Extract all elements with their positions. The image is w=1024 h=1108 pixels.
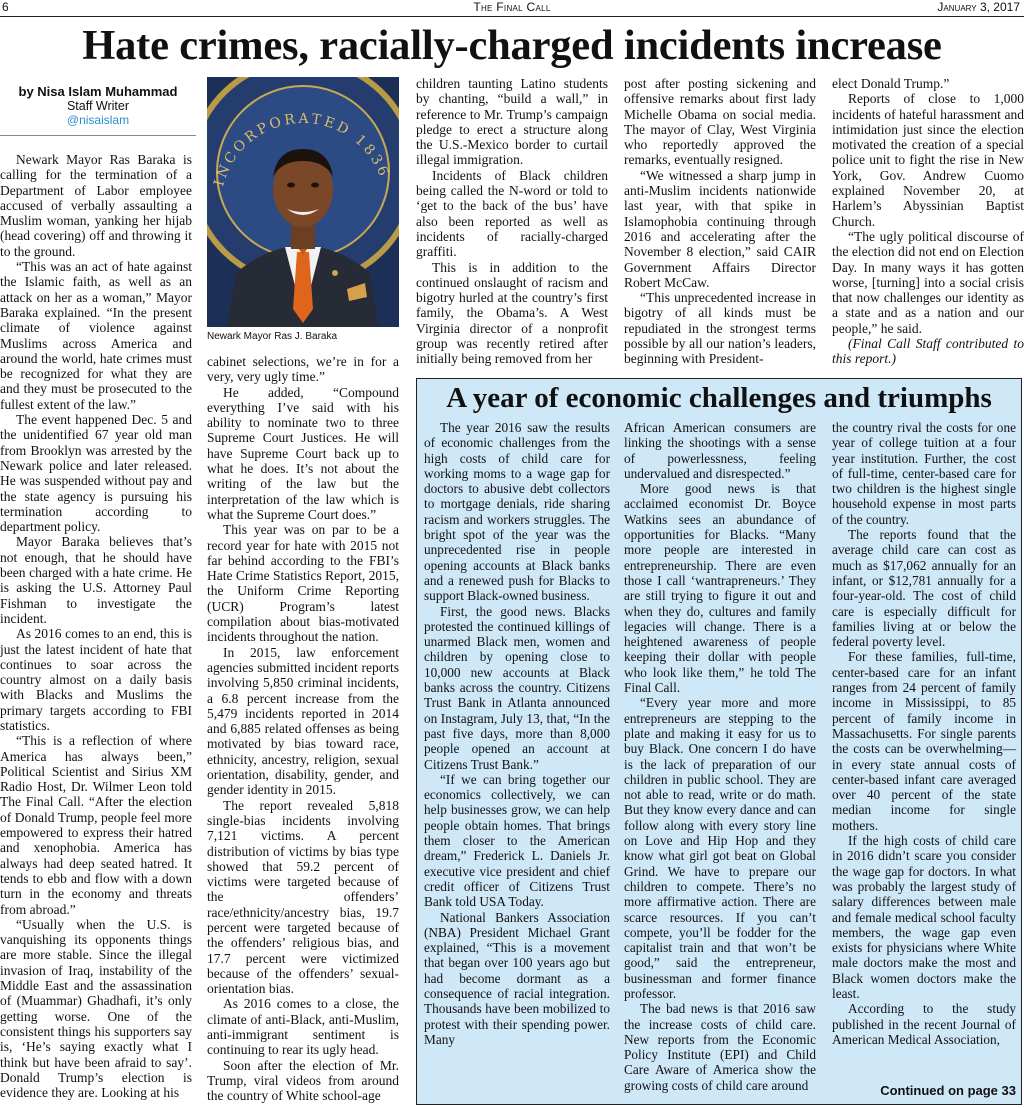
sidebar-column-2 bbox=[624, 420, 816, 1100]
sidebar-column-1 bbox=[424, 420, 610, 1100]
article-column-4 bbox=[624, 76, 816, 368]
paragraph: In 2015, law enforcement agencies submitted incident reports involving 5,850 criminal incidents, a 6.8 percent increase from the 5,479 incidents reported in 2014 and 6,885 related offenses as being motivated by bias toward race, ethnicity, ancestry, religion, sexual orientation, disability, gender, and gender identity in 2015. bbox=[207, 644, 399, 798]
paragraph: If the high costs of child care in 2016 didn’t scare you consider the wage gap for doctors. In what was probably the largest study of salary differences between male and female medical school faculty members, the wage gap even exists for physicians where White male doctors make the most and Black women doctors make the least. bbox=[832, 833, 1016, 1001]
publication-name: The Final Call bbox=[473, 0, 551, 14]
mayor-photo bbox=[207, 77, 399, 327]
paragraph: elect Donald Trump.” bbox=[832, 76, 950, 91]
paragraph: He added, “Compound everything I’ve said with his ability to nominate two to three Supreme Court Justices. He will have Supreme Court back up to what he does. It’s not about the writing of the law but the interpretation of the law which is what the Supreme Court does.” bbox=[207, 384, 399, 522]
paragraph: post after posting sickening and offensive remarks about first lady Michelle Obama on social media. The mayor of Clay, West Virginia who reportedly approved the remarks, eventually resigned. bbox=[624, 76, 816, 168]
portrait-illustration bbox=[207, 77, 399, 327]
paragraph: “This was an act of hate against the Islamic faith, as well as an attack on her as a woman,” Mayor Baraka explained. “In the present climate of violence against Muslims across America and around the world, hate crimes must be recognized for what they are and they must be prosecuted to the fullest extent of the law.” bbox=[0, 259, 192, 412]
seal-text: INCORPORATED 1836 bbox=[211, 110, 393, 189]
paragraph: The report revealed 5,818 single-bias incidents involving 7,121 victims. A percent distribution of victims by bias type showed that 59.2 percent of victims were targeted because of the offenders’ race/ethnicity/ancestry bias, 19.7 percent were targeted because of the offenders’ religious bias, and 17.7 percent were victimized because of the offenders’ sexual-orientation bias. bbox=[207, 797, 399, 997]
author-name: by Nisa Islam Muhammad bbox=[18, 84, 178, 99]
page-number: 6 bbox=[2, 0, 9, 14]
paragraph: The reports found that the average child care can cost as much as $17,062 annually for an infant, or $12,781 annually for a four-year-old. The cost of child care is especially difficult for families living at or below the federal poverty level. bbox=[832, 527, 1016, 650]
paragraph: As 2016 comes to an end, this is just the latest incident of hate that continues to soar across the country almost on a daily basis with Blacks and Muslims the primary targets according to FBI statistics. bbox=[0, 626, 192, 733]
article-column-2 bbox=[207, 354, 399, 1108]
page-header bbox=[0, 0, 1024, 17]
photo-caption: Newark Mayor Ras J. Baraka bbox=[207, 331, 338, 342]
paragraph: This is in addition to the continued onslaught of racism and bigotry hurled at the country’s first family, the Obama’s. A West Virginia director of a nonprofit group was recently retired after initially being removed from her bbox=[416, 259, 608, 367]
article-column-5 bbox=[832, 76, 1024, 368]
paragraph: African American consumers are linking the shootings with a sense of powerlessness, feeling undervalued and disrespected.” bbox=[624, 420, 816, 481]
paragraph: More good news is that acclaimed economist Dr. Boyce Watkins sees an abundance of opportunities for Blacks. “Many more people are interested in entrepreneurship. There are even those I call ‘wantrapreneurs.’ They are still trying to figure it out and when they do, cultures and family legacies will change. There is a heightened awareness of people keeping their dollar with people who look like them,” he told The Final Call. bbox=[624, 481, 816, 696]
continued-link[interactable]: Continued on page 33 bbox=[880, 1083, 1016, 1098]
paragraph: “The ugly political discourse of the election did not end on Election Day. In many ways it has gotten worse, [turning] into a social crisis that now challenges our identity as a state and as a nation and our people,” he said. bbox=[832, 228, 1024, 336]
issue-date: January 3, 2017 bbox=[937, 0, 1020, 14]
paragraph: First, the good news. Blacks protested the continued killings of unarmed Black men, women and children by opening close to 10,000 new accounts at Black banks across the country. Citizens Trust Bank in Atlanta announced on Instagram, July 13, that, “In the past five days, more than 8,000 people opened an account at Citizens Trust Bank.” bbox=[424, 603, 610, 772]
paragraph: The year 2016 saw the results of economic challenges from the high costs of child care for working moms to a wage gap for doctors to abusive debt collectors to mortgage denials, ride sharing racism and workers struggles. The bright spot of the year was the unprecedented rise in people opening accounts at Black banks and a renewed push for Blacks to support Black-owned business. bbox=[424, 420, 610, 604]
author-role: Staff Writer bbox=[66, 99, 130, 113]
author-handle[interactable]: @nisaislam bbox=[66, 113, 130, 127]
paragraph: children taunting Latino students by chanting, “build a wall,” in reference to Mr. Trump’s campaign pledge to erect a structure along the U.S.-Mexico border to curtail illegal immigration. bbox=[416, 76, 608, 168]
paragraph: According to the study published in the recent Journal of American Medical Association, bbox=[832, 1001, 1016, 1047]
paragraph: “This unprecedented increase in bigotry of all kinds must be repudiated in the strongest terms possible by all our nation’s leaders, beginning with President- bbox=[624, 290, 816, 367]
paragraph: Mayor Baraka believes that’s not enough, that he should have been charged with a hate crime. He is asking the U.S. Attorney Paul Fishman to investigate the incident. bbox=[0, 534, 192, 626]
sidebar-column-3 bbox=[832, 420, 1016, 1080]
paragraph: Reports of close to 1,000 incidents of hateful harassment and intimidation just since the election motivated the creation of a special police unit to fight the rise in New York, Gov. Andrew Cuomo explained November 20, at Harlem’s Abyssinian Baptist Church. bbox=[832, 91, 1024, 229]
headline: Hate crimes, racially-charged incidents increase bbox=[82, 22, 942, 69]
paragraph: “If we can bring together our economics collectively, we can help businesses grow, we can help people obtain homes. That brings them closer to the American dream,” Frederick L. Daniels Jr. executive vice president and chief credit officer of Citizens Trust Bank told USA Today. bbox=[424, 771, 610, 910]
paragraph: Soon after the election of Mr. Trump, viral videos from around the country of White school-age bbox=[207, 1057, 399, 1104]
paragraph: “Every year more and more entrepreneurs are stepping to the plate and making it easy for us to buy Black. One concern I do have is the lack of preparation of our children in public school. They are not able to read, write or do math. But they know every dance and can follow along with every story line on Love and Hip Hop and they know what girl got beat on Global Grind. We have to prepare our children to compete. There’s no more affirmative action. There are scarce resources. If you can’t compete, you’ll be fodder for the capitalist train and that won’t be good,” said the entrepreneur, businessman and former finance professor. bbox=[624, 695, 816, 1001]
paragraph: For these families, full-time, center-based care for an infant ranges from 24 percent of family income in Mississippi, to 85 percent of family income in Massachusetts. For single parents the costs can be overwhelming—in every state annual costs of center-based infant care averaged over 40 percent of the state median income for single mothers. bbox=[832, 649, 1016, 833]
paragraph: “This is a reflection of where America has always been,” Political Scientist and Sirius XM Radio Host, Dr. Wilmer Leon told The Final Call. “After the election of Donald Trump, people feel more empowered to express their hatred and xenophobia. America has always had deep seated hatred. It tends to ebb and flow with a down turn in the economy and threats from abroad.” bbox=[0, 733, 192, 917]
byline bbox=[0, 84, 196, 136]
paragraph: “We witnessed a sharp jump in anti-Muslim incidents nationwide last year, with that spike in Islamophobia continuing through 2016 and accelerating after the November 8 election,” said CAIR Government Affairs Director Robert McCaw. bbox=[624, 167, 816, 290]
paragraph: National Bankers Association (NBA) President Michael Grant explained, “This is a movement that began over 100 years ago but had become dormant as a consequence of racial integration. Thousands have been mobilized to protest with their spending power. Many bbox=[424, 909, 610, 1047]
article-column-1 bbox=[0, 152, 192, 1108]
article-column-3 bbox=[416, 76, 608, 368]
paragraph: “Usually when the U.S. is vanquishing its opponents things are more stable. Since the illegal invasion of Iraq, instability of the Middle East and the assassination of (Muammar) Ghadhafi, it’s only getting worse. One of the consistent things his supporters say is, ‘He’s saying exactly what I think but have been afraid to say’. Donald Trump’s election is evidence they are. Looking at his bbox=[0, 916, 192, 1101]
paragraph: cabinet selections, we’re in for a very, very ugly time.” bbox=[207, 354, 399, 385]
paragraph: The bad news is that 2016 saw the increase costs of child care. New reports from the Economic Policy Institute (EPI) and Child Care Aware of America show the growing costs of child care around bbox=[624, 1001, 816, 1093]
staff-credit: (Final Call Staff contributed to this report.) bbox=[832, 336, 1024, 367]
paragraph: the country rival the costs for one year of college tuition at a four year institution. Further, the cost of full-time, center-based care for two children is the highest single household expense in most parts of the country. bbox=[832, 420, 1016, 527]
paragraph: The event happened Dec. 5 and the unidentified 67 year old man from Brooklyn was arrested by the Newark police and later released. He was suspended without pay and the state agency is pursuing his termination according to department policy. bbox=[0, 412, 192, 535]
sidebar-title: A year of economic challenges and triumphs bbox=[446, 382, 992, 414]
paragraph: As 2016 comes to a close, the climate of anti-Black, anti-Muslim, anti-immigrant sentiment is continuing to rear its ugly head. bbox=[207, 996, 399, 1058]
paragraph: Newark Mayor Ras Baraka is calling for the termination of a Department of Labor employee accused of verbally assaulting a Muslim woman, yanking her hijab (head covering) off and throwing it to the ground. bbox=[0, 152, 192, 259]
paragraph: Incidents of Black children being called the N-word or told to ‘get to the back of the bus’ have also been reported as well as incidents of racially-charged graffiti. bbox=[416, 167, 608, 260]
paragraph: This year was on par to be a record year for hate with 2015 not far behind according to the FBI’s Hate Crime Statistics Report, 2015, the Uniform Crime Reporting (UCR) Program’s latest compilation about bias-motivated incidents throughout the nation. bbox=[207, 522, 399, 645]
